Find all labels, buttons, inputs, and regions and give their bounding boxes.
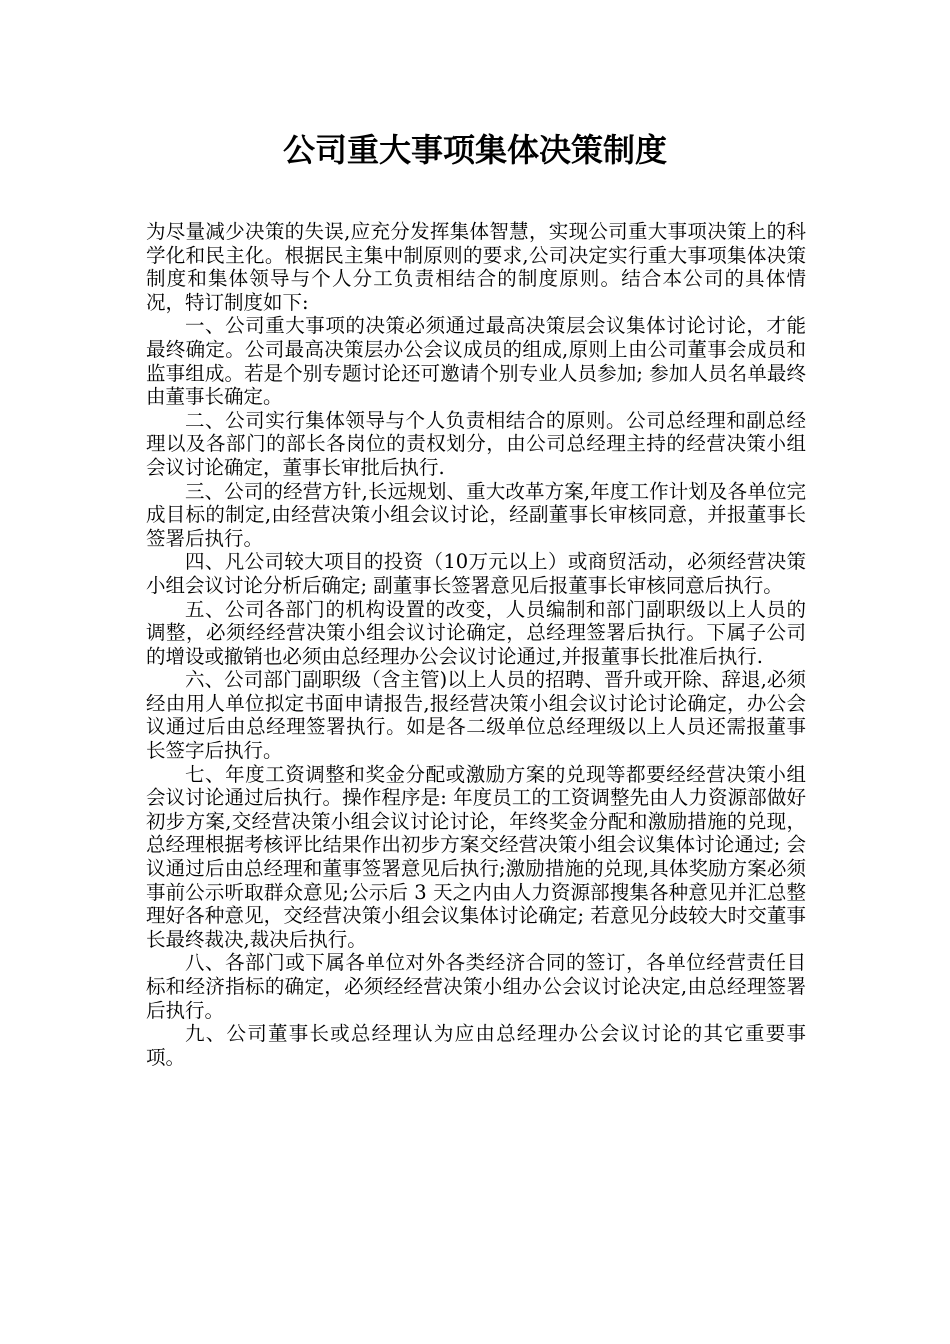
clause-4: 四、凡公司较大项目的投资（10万元以上）或商贸活动，必须经营决策小组会议讨论分析后确定; 副董事长签署意见后报董事长审核同意后执行。 xyxy=(146,550,806,597)
clause-8: 八、各部门或下属各单位对外各类经济合同的签订，各单位经营责任目标和经济指标的确定，必须经经营决策小组办公会议讨论决定,由总经理签署后执行。 xyxy=(146,951,806,1022)
clause-3: 三、公司的经营方针,长远规划、重大改革方案,年度工作计划及各单位完成目标的制定,由经营决策小组会议讨论，经副董事长审核同意，并报董事长签署后执行。 xyxy=(146,479,806,550)
clause-6: 六、公司部门副职级（含主管)以上人员的招聘、晋升或开除、辞退,必须经由用人单位拟定书面申请报告,报经营决策小组会议讨论讨论确定，办公会议通过后由总经理签署执行。如是各二级单位总经理级以上人员还需报董事长签字后执行。 xyxy=(146,668,806,763)
clause-5: 五、公司各部门的机构设置的改变，人员编制和部门副职级以上人员的调整，必须经经营决策小组会议讨论确定，总经理签署后执行。下属子公司的增设或撤销也必须由总经理办公会议讨论通过,并报董事长批准后执行. xyxy=(146,597,806,668)
clause-1: 一、公司重大事项的决策必须通过最高决策层会议集体讨论讨论，才能最终确定。公司最高决策层办公会议成员的组成,原则上由公司董事会成员和监事组成。若是个别专题讨论还可邀请个别专业人员参加; 参加人员名单最终由董事长确定。 xyxy=(146,314,806,409)
document-body xyxy=(146,220,806,1069)
page-title: 公司重大事项集体决策制度 xyxy=(282,131,667,169)
clause-9: 九、公司董事长或总经理认为应由总经理办公会议讨论的其它重要事项。 xyxy=(146,1022,806,1069)
clause-7: 七、年度工资调整和奖金分配或激励方案的兑现等都要经经营决策小组会议讨论通过后执行。操作程序是: 年度员工的工资调整先由人力资源部做好初步方案,交经营决策小组会议讨论讨论，年终奖金分配和激励措施的兑现，总经理根据考核评比结果作出初步方案交经营决策小组会议集体讨论通过; 会议通过后由总经理和董事签署意见后执行;激励措施的兑现,具体奖励方案必须事前公示听取群众意见;公示后 3 天之内由人力资源部搜集各种意见并汇总整理好各种意见，交经营决策小组会议集体讨论确定; 若意见分歧较大时交董事长最终裁决,裁决后执行。 xyxy=(146,762,806,951)
intro-paragraph: 为尽量减少决策的失误,应充分发挥集体智慧，实现公司重大事项决策上的科学化和民主化。根据民主集中制原则的要求,公司决定实行重大事项集体决策制度和集体领导与个人分工负责相结合的制度原则。结合本公司的具体情况，特订制度如下: xyxy=(146,220,806,314)
clause-2: 二、公司实行集体领导与个人负责相结合的原则。公司总经理和副总经理以及各部门的部长各岗位的责权划分，由公司总经理主持的经营决策小组会议讨论确定，董事长审批后执行. xyxy=(146,408,806,479)
